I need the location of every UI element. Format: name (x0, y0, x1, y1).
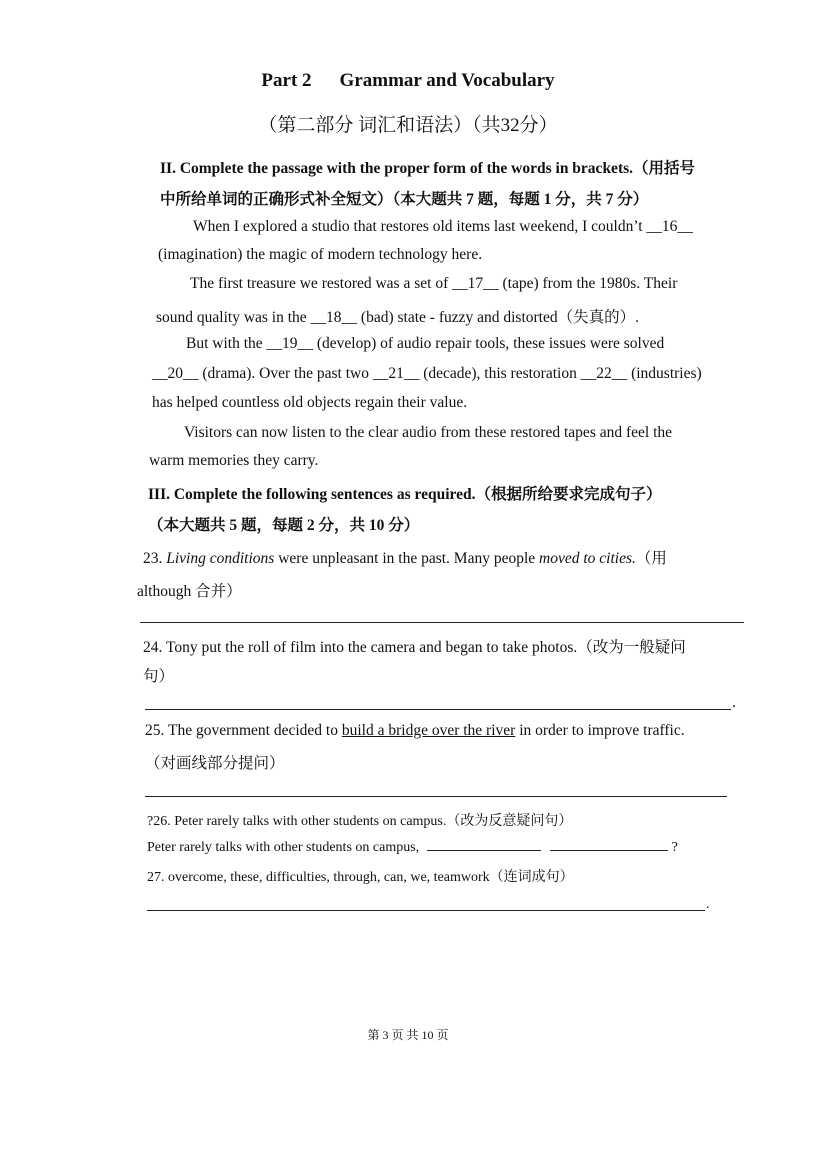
question-24-line1: 24. Tony put the roll of film into the camera and began to take photos.（改为一般疑问 (143, 639, 686, 656)
answer-blank-26a[interactable] (427, 838, 541, 851)
answer-line-23[interactable] (140, 622, 744, 623)
question-23-instruction: （用 (635, 550, 667, 567)
answer-blank-26b[interactable] (550, 838, 668, 851)
question-23-number: 23. (143, 550, 163, 567)
question-26-end-mark: ? (671, 840, 678, 855)
part-title: Grammar and Vocabulary (339, 70, 555, 91)
page-number: 第 3 页 共 10 页 (367, 1028, 449, 1042)
part-subtitle: （第二部分 词汇和语法）（共32分） (258, 115, 558, 136)
question-27-line1: 27. overcome, these, difficulties, through, can, we, teamwork（连词成句） (147, 870, 574, 885)
passage-p3-line1: But with the __19__ (develop) of audio repair tools, these issues were solved (186, 335, 665, 352)
question-23-italic-subject: Living conditions (166, 550, 275, 567)
section2-heading-line1: II. Complete the passage with the proper form of the words in brackets.（用括号 (160, 160, 696, 177)
question-26-stem: Peter rarely talks with other students on campus, (147, 840, 420, 855)
question-25-line1 (145, 722, 685, 740)
passage-p4-line1: Visitors can now listen to the clear audio from these restored tapes and feel the (184, 424, 673, 441)
question-25-line2: （对画线部分提问） (145, 755, 285, 772)
question-25-text-post: in order to improve traffic. (515, 722, 685, 739)
section3-heading-line2: （本大题共 5 题，每题 2 分，共 10 分） (148, 517, 420, 534)
passage-p2-line2: sound quality was in the __18__ (bad) state - fuzzy and distorted（失真的）. (156, 309, 639, 326)
passage-p3-line3: has helped countless old objects regain their value. (152, 394, 468, 411)
question-25-text-pre: 25. The government decided to (145, 722, 342, 739)
question-23-italic-verb: moved to cities. (539, 550, 636, 567)
question-24-line2: 句） (143, 668, 175, 685)
section2-heading-line2: 中所给单词的正确形式补全短文）（本大题共 7 题，每题 1 分，共 7 分） (160, 191, 649, 208)
answer-line-24[interactable] (145, 709, 731, 710)
question-26-line2 (147, 838, 678, 856)
section3-heading-line1: III. Complete the following sentences as required.（根据所给要求完成句子） (148, 486, 662, 503)
question-26-line1: ?26. Peter rarely talks with other students on campus.（改为反意疑问句） (147, 814, 573, 829)
passage-p1-line2: (imagination) the magic of modern technology here. (158, 246, 483, 263)
question-23-line2: although 合并） (137, 583, 242, 600)
question-24-end-period: . (732, 694, 736, 711)
passage-p3-line2: __20__ (drama). Over the past two __21__ (decade), this restoration __22__ (industries) (152, 365, 702, 382)
passage-p1-line1: When I explored a studio that restores old items last weekend, I couldn’t __16__ (193, 218, 693, 235)
passage-p2-line1: The first treasure we restored was a set of __17__ (tape) from the 1980s. Their (190, 275, 678, 292)
part-number: Part 2 (261, 70, 312, 91)
question-23-line1 (143, 546, 667, 568)
passage-p4-line2: warm memories they carry. (149, 452, 319, 469)
question-23-text: were unpleasant in the past. Many people (274, 550, 540, 567)
part-heading (0, 70, 816, 92)
question-27-end-period: . (706, 897, 710, 912)
question-25-underlined: build a bridge over the river (341, 722, 516, 739)
answer-line-27[interactable] (147, 910, 705, 911)
answer-line-25[interactable] (145, 796, 727, 797)
